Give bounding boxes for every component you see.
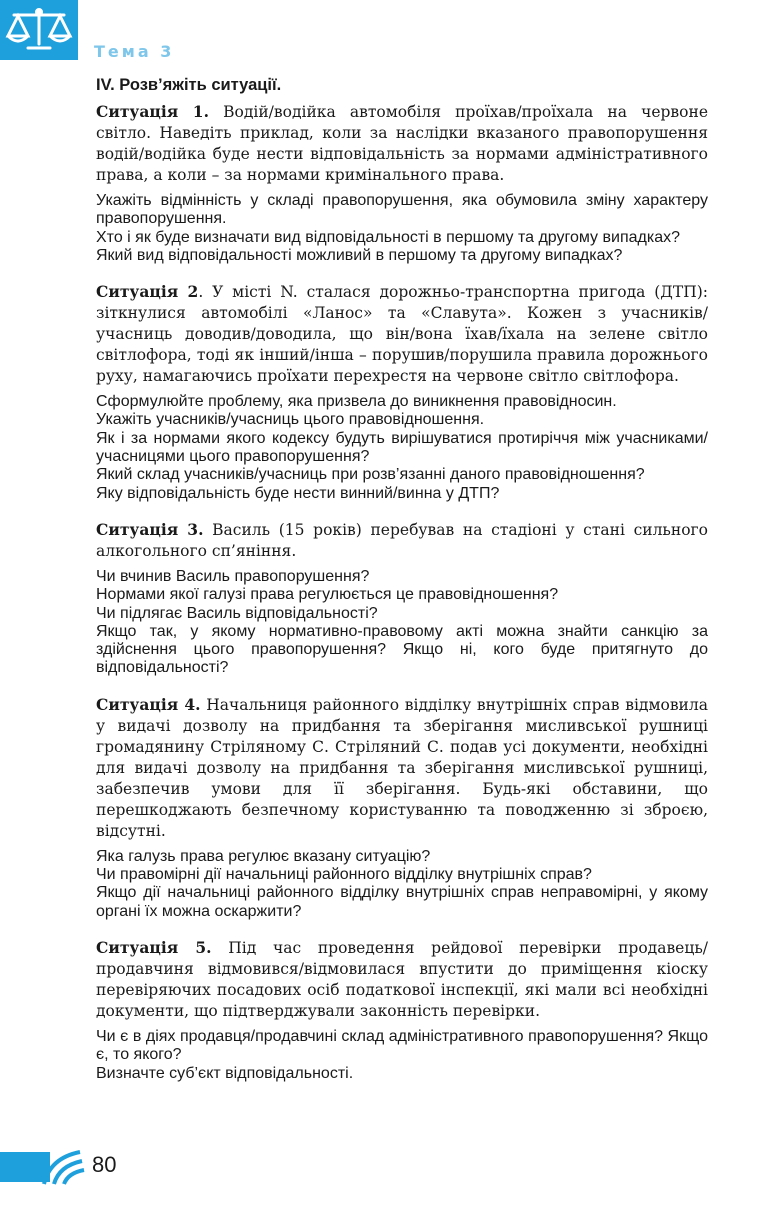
questions-5: [96, 1028, 708, 1083]
question: Чи вчинив Василь правопорушення?: [96, 567, 370, 585]
situation-label: Ситуація 4.: [96, 694, 201, 714]
situation-body: Начальниця районного відділку внутрішніх справ відмовила у видачі дозволу на придбання та зберігання мисливської рушниці громадянину Стріляному С. Стріляний С. подав усі документи, необхідні для видачі дозволу на придбання та зберігання мисливської рушниці, забезпечив умови для її зберігання. Будь-які обставини, що перешкоджають безпечному користуванню та поводженню зі зброєю, відсутні.: [96, 695, 708, 840]
page-number: 80: [92, 1152, 117, 1177]
question: Укажіть учасників/учасниць цього правовідношення.: [96, 411, 485, 429]
section-heading: IV. Розв’яжіть ситуації.: [96, 76, 282, 94]
question: Визначте суб’єкт відповідальності.: [96, 1064, 354, 1082]
situation-text: [96, 101, 708, 186]
questions-4: [96, 848, 708, 921]
question: Укажіть відмінність у складі правопорушення, яка обумовила зміну характеру правопорушення.: [96, 192, 708, 228]
question: Сформулюйте проблему, яка призвела до виникнення правовідносин.: [96, 393, 617, 411]
situation-body: Василь (15 років) перебував на стадіоні у стані сильного алкогольного сп’яніння.: [96, 520, 708, 560]
situation-text: [96, 694, 708, 842]
question: Чи є в діях продавця/продавчині склад адміністративного правопорушення? Якщо є, то якого?: [96, 1027, 708, 1064]
question: Який склад учасників/учасниць при розв’язанні даного правовідношення?: [96, 466, 645, 484]
question: Чи підлягає Василь відповідальності?: [96, 604, 378, 622]
situation-text: [96, 281, 708, 387]
situation-body: Водій/водійка автомобіля проїхав/проїхала на червоне світло. Наведіть приклад, коли за наслідки вказаного правопорушення водій/водійка буде нести відповідальність за нормами адміністративного права, а коли – за нормами кримінального права.: [96, 103, 708, 184]
situation-text: [96, 519, 708, 562]
question: Чи правомірні дії начальниці районного відділку внутрішніх справ?: [96, 866, 592, 884]
questions-1: [96, 192, 708, 265]
question: Яка галузь права регулює вказану ситуацію?: [96, 847, 431, 865]
questions-2: [96, 393, 708, 503]
situation-label: Ситуація 3.: [96, 519, 204, 539]
situation-5: [96, 937, 708, 1083]
situation-text: [96, 937, 708, 1022]
situation-1: [96, 101, 708, 265]
question: Якщо дії начальниці районного відділку внутрішніх справ неправомірні, у якому органі їх можна оскаржити?: [96, 884, 708, 920]
situation-label: Ситуація 2: [96, 282, 199, 302]
header-badge: [0, 0, 78, 60]
page-content: [96, 74, 708, 1099]
situation-label: Ситуація 5.: [96, 937, 212, 957]
situation-4: [96, 694, 708, 921]
question: Якщо так, у якому нормативно-правовому акті можна знайти санкцію за здійснення цього правопорушення? Якщо ні, кого буде притягнуто до відповідальності?: [96, 622, 708, 677]
question: Який вид відповідальності можливий в першому та другому випадках?: [96, 246, 623, 264]
situation-body: . У місті N. сталася дорожньо-транспортна пригода (ДТП): зіткнулися автомобілі «Ланос» та «Славута». Кожен з учасників/учасниць доводив/доводила, що він/вона їхав/їхала на зелене світло світлофора, тоді як інший/інша – порушив/порушила правила дорожнього руху, намагаючись проїхати перехрестя на червоне світло світлофора.: [96, 283, 708, 386]
topic-title: Тема 3: [94, 42, 175, 61]
question: Нормами якої галузі права регулюється це правовідношення?: [96, 586, 559, 604]
questions-3: [96, 568, 708, 678]
question: Як і за нормами якого кодексу будуть вирішуватися протиріччя між учасниками/учасницями цього правопорушення?: [96, 429, 708, 466]
scales-icon: [4, 6, 74, 54]
situation-3: [96, 519, 708, 678]
signal-arcs-icon: [40, 1146, 88, 1186]
situation-label: Ситуація 1.: [96, 102, 209, 121]
question: Яку відповідальність буде нести винний/винна у ДТП?: [96, 484, 500, 502]
question: Хто і як буде визначати вид відповідальності в першому та другому випадках?: [96, 228, 680, 246]
situation-2: [96, 281, 708, 503]
situation-body: Під час проведення рейдової перевірки продавець/продавчиня відмовився/відмовилася впустити до приміщення кіоску перевіряючих посадових осіб податкової інспекції, які мали всі необхідні документи, що підтверджували законність перевірки.: [96, 938, 708, 1020]
